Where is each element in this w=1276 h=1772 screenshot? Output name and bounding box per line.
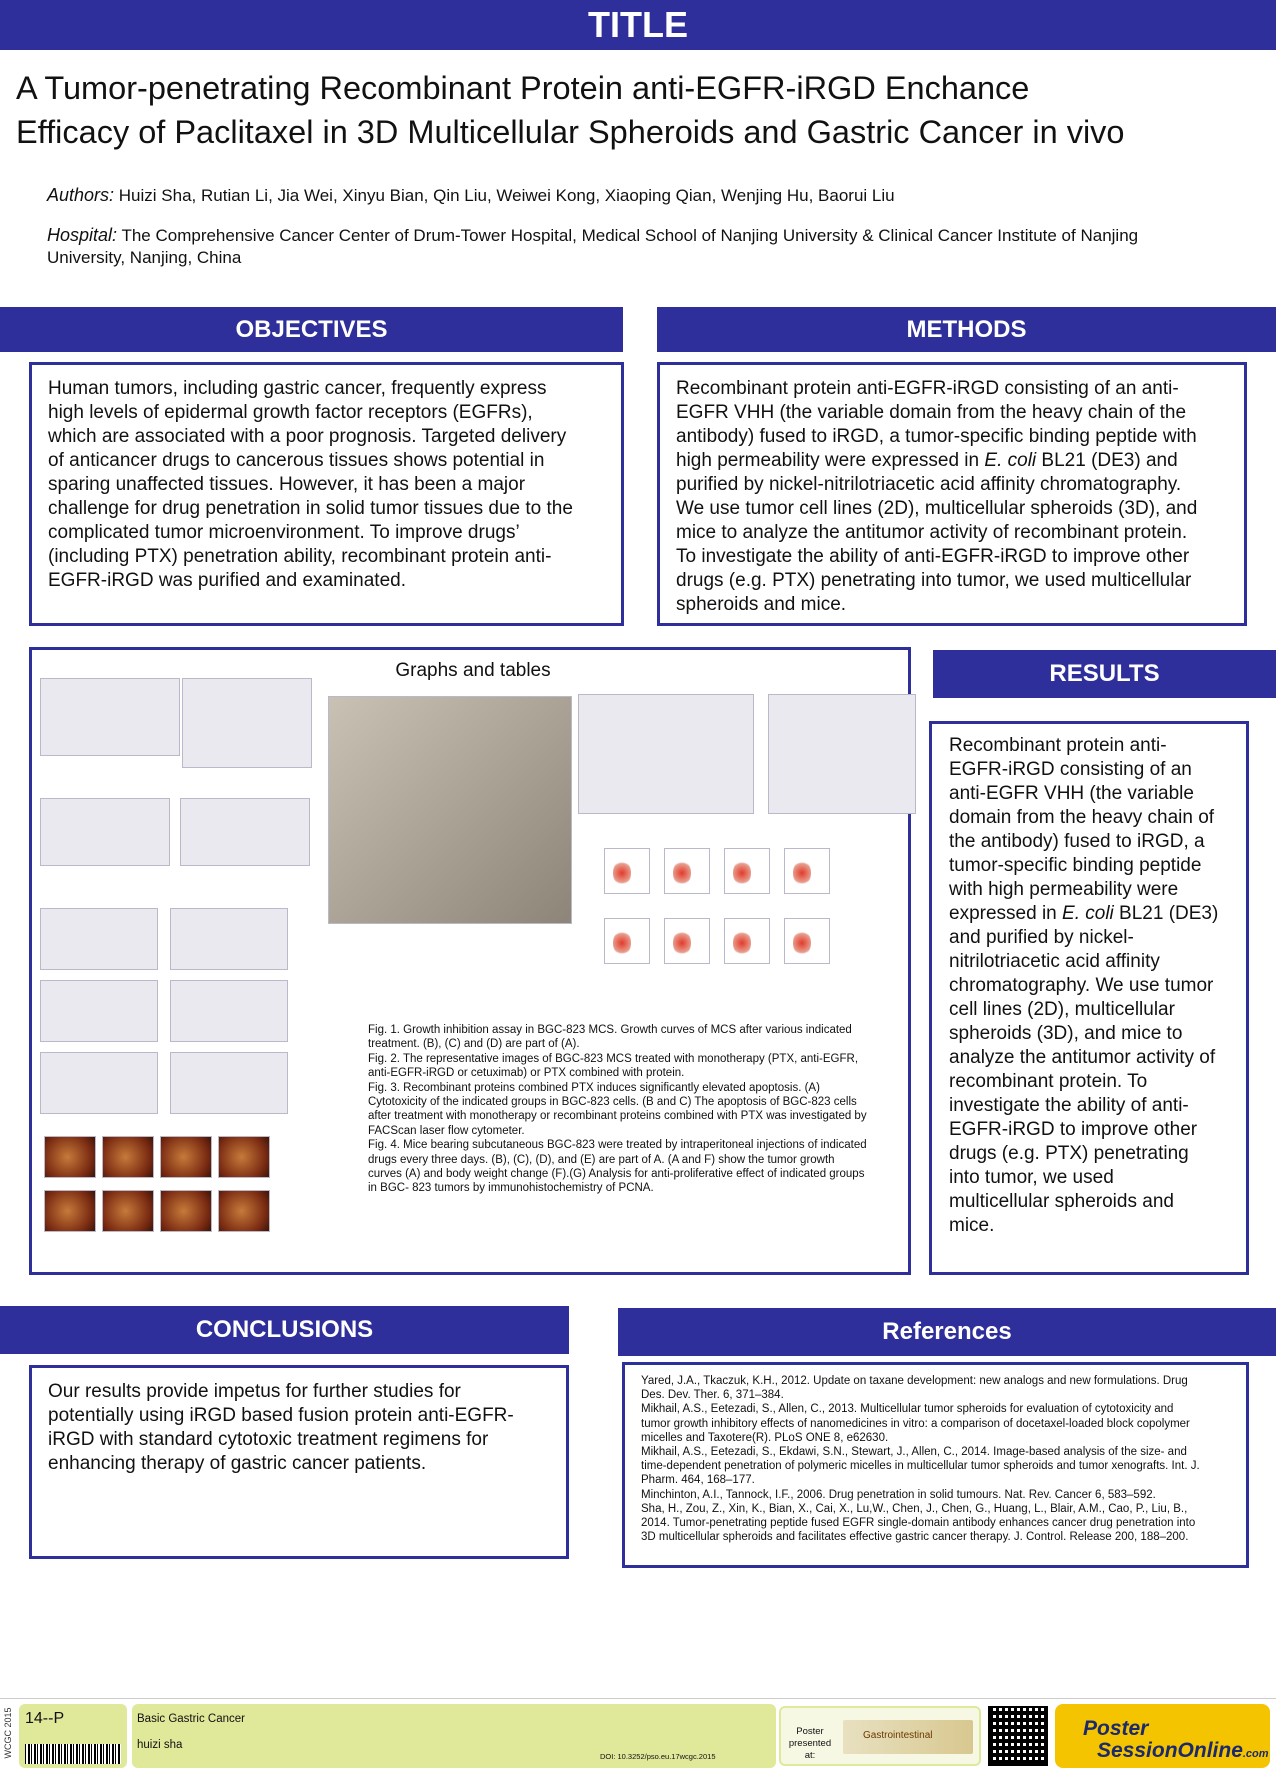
methods-box [657,362,1247,626]
methods-text: Recombinant protein anti-EGFR-iRGD consisting of an anti- EGFR VHH (the variable domain from the heavy chain of the antibody) fused to iRGD, a tumor-specific binding peptide with high permeability were expressed in E. coli BL21 (DE3) and purified by nickel-nitrilotriacetic acid affinity chromatography. We use tumor cell lines (2D), multicellular spheroids (3D), and mice to analyze the antitumor activity of recombinant protein. To investigate the ability of anti-EGFR-iRGD to improve other drugs (e.g. PTX) penetrating into tumor, we used multicellular spheroids and mice. [676,378,1198,615]
fig4-ihc-image-1 [44,1136,96,1178]
fig3-flow-plot-8 [784,918,830,964]
fig4-ihc-image-2 [102,1136,154,1178]
objectives-text: Human tumors, including gastric cancer, frequently express high levels of epidermal growth factor receptors (EGFRs), which are associated with a poor prognosis. Targeted delivery of anticancer drugs to cancerous tissues shows potential in sparing unaffected tissues. However, it has been a major challenge for drug penetration in solid tumor tissues due to the complicated tumor microenvironment. To improve drugs’ (including PTX) penetration ability, recombinant protein anti- EGFR-iRGD was purified and examinated. [48,378,573,591]
results-heading: RESULTS [933,650,1276,698]
fig3-flow-plot-7 [724,918,770,964]
fig4-chart-a [40,908,158,970]
fig4-ihc-image-4 [218,1136,270,1178]
fig3-flow-plot-6 [664,918,710,964]
qr-code [988,1706,1048,1766]
congress-logo: Gastrointestinal [843,1720,973,1754]
fig3-flow-plot-1 [604,848,650,894]
header-bar [0,0,1276,50]
footer-side-label: WCGC 2015 [3,1707,13,1759]
fig3-flow-plot-2 [664,848,710,894]
footer-info-cell [132,1704,776,1768]
footer-divider [0,1698,1276,1699]
references-heading: References [618,1308,1276,1356]
fig4-ihc-image-7 [160,1190,212,1232]
methods-heading: METHODS [657,307,1276,352]
fig1-line-chart-b [182,678,312,768]
barcode [25,1744,121,1764]
authors-names: Huizi Sha, Rutian Li, Jia Wei, Xinyu Bian, Qin Liu, Weiwei Kong, Xiaoping Qian, Wenjing Hu, Baorui Liu [118,186,895,205]
fig4-chart-d [170,980,288,1042]
objectives-box [29,362,624,626]
hospital-line-2: University, Nanjing, China [47,248,242,267]
fig3-bar-chart-a [578,694,754,814]
footer-poster-id-cell [19,1704,127,1768]
graphs-box [29,647,911,1275]
objectives-heading: OBJECTIVES [0,307,623,352]
fig3-bar-chart-c [768,694,916,814]
figure-captions: Fig. 1. Growth inhibition assay in BGC-823 MCS. Growth curves of MCS after various indicated treatment. (B), (C) and (D) are part of (A). Fig. 2. The representative images of BGC-823 MCS treated with monotherapy (PTX, anti-EGFR, anti-EGFR-iRGD or cetuximab) or PTX combined with protein. Fig. 3. Recombinant proteins combined PTX induces significantly elevated apoptosis. (A) Cytotoxicity of the indicated groups in BGC-823 cells. (B and C) The apoptosis of BGC-823 cells after treatment with monotherapy or recombinant proteins combined with PTX was investigated by FACScan laser flow cytometer. Fig. 4. Mice bearing subcutaneous BGC-823 were treated by intraperitoneal injections of indicated drugs every three days. (B), (C), (D), and (E) are part of A. (A and F) show the tumor growth curves (A) and body weight change (F).(G) Analysis for anti-proliferative effect of indicated groups in BGC- 823 tumors by immunohistochemistry of PCNA. [368,1024,867,1195]
fig4-chart-e [40,1052,158,1114]
poster-id: 14--P [25,1710,65,1727]
fig1-bar-chart-c [40,798,170,866]
poster-session-online-logo: Poster SessionOnline.com [1055,1704,1270,1768]
fig4-chart-f [170,1052,288,1114]
fig3-flow-plot-4 [784,848,830,894]
footer-category: Basic Gastric Cancer [137,1713,246,1725]
conclusions-box [29,1365,569,1559]
conclusions-text: Our results provide impetus for further studies for potentially using iRGD based fusion protein anti-EGFR- iRGD with standard cytotoxic treatment regimens for enhancing therapy of gastric cancer patients. [48,1381,514,1474]
authors-label: Authors: [47,185,115,205]
fig4-ihc-image-6 [102,1190,154,1232]
fig3-flow-plot-3 [724,848,770,894]
header-title: TITLE [588,4,688,45]
hospital-line-1: The Comprehensive Cancer Center of Drum-Tower Hospital, Medical School of Nanjing University & Clinical Cancer Institute of Nanjing [121,226,1139,245]
fig4-chart-b [170,908,288,970]
fig1-bar-chart-d [180,798,310,866]
hospital [47,224,1257,269]
fig3-flow-plot-5 [604,918,650,964]
poster-title [16,66,1266,154]
references-text: Yared, J.A., Tkaczuk, K.H., 2012. Update on taxane development: new analogs and new formulations. Drug Des. Dev. Ther. 6, 371–384. Mikhail, A.S., Eetezadi, S., Allen, C., 2013. Multicellular tumor spheroids for evaluation of cytotoxicity and tumor growth inhibitory effects of nanomedicines in vitro: a comparison of docetaxel-loaded block copolymer micelles and Taxotere(R). PLoS ONE 8, e62630. Mikhail, A.S., Eetezadi, S., Ekdawi, S.N., Stewart, J., Allen, C., 2014. Image-based analysis of the size- and time-dependent penetration of polymeric micelles in multicellular tumor spheroids and tumor xenografts. Int. J. Pharm. 464, 168–177. Minchinton, A.I., Tannock, I.F., 2006. Drug penetration in solid tumours. Nat. Rev. Cancer 6, 583–592. Sha, H., Zou, Z., Xin, K., Bian, X., Cai, X., Lu,W., Chen, J., Chen, G., Huang, L., Blair, A.M., Cao, P., Liu, B., 2014. Tumor-penetrating peptide fused EGFR single-domain antibody enhances cancer drug penetration into 3D multicellular spheroids and facilitates effective gastric cancer therapy. J. Control. Release 200, 188–200. [641,1375,1200,1544]
footer-doi: DOI: 10.3252/pso.eu.17wcgc.2015 [600,1752,716,1761]
fig4-chart-c [40,980,158,1042]
conclusions-heading: CONCLUSIONS [0,1306,569,1354]
references-box [622,1362,1249,1568]
results-text: Recombinant protein anti- EGFR-iRGD consisting of an anti-EGFR VHH (the variable domain from the heavy chain of the antibody) fused to iRGD, a tumor-specific binding peptide with high permeability were expressed in E. coli BL21 (DE3) and purified by nickel- nitrilotriacetic acid affinity chromatography. We use tumor cell lines (2D), multicellular spheroids (3D), and mice to analyze the antitumor activity of recombinant protein. To investigate the ability of anti- EGFR-iRGD to improve other drugs (e.g. PTX) penetrating into tumor, we used multicellular spheroids and mice. [949,735,1219,1236]
poster-title-line-1: A Tumor-penetrating Recombinant Protein anti-EGFR-iRGD Enchance [16,70,1030,106]
poster-title-line-2: Efficacy of Paclitaxel in 3D Multicellular Spheroids and Gastric Cancer in vivo [16,114,1125,150]
graphs-heading: Graphs and tables [395,660,551,681]
authors [47,184,1247,207]
fig1-bar-chart-a [40,678,180,756]
results-box [929,721,1249,1275]
fig4-ihc-image-8 [218,1190,270,1232]
hospital-label: Hospital: [47,225,118,245]
fig4-ihc-image-5 [44,1190,96,1232]
fig2-spheroid-image-grid [328,696,572,924]
footer-author: huizi sha [137,1739,183,1751]
footer-presented-cell [779,1706,981,1766]
fig4-ihc-image-3 [160,1136,212,1178]
presented-label: Poster presented at: [788,1726,832,1761]
